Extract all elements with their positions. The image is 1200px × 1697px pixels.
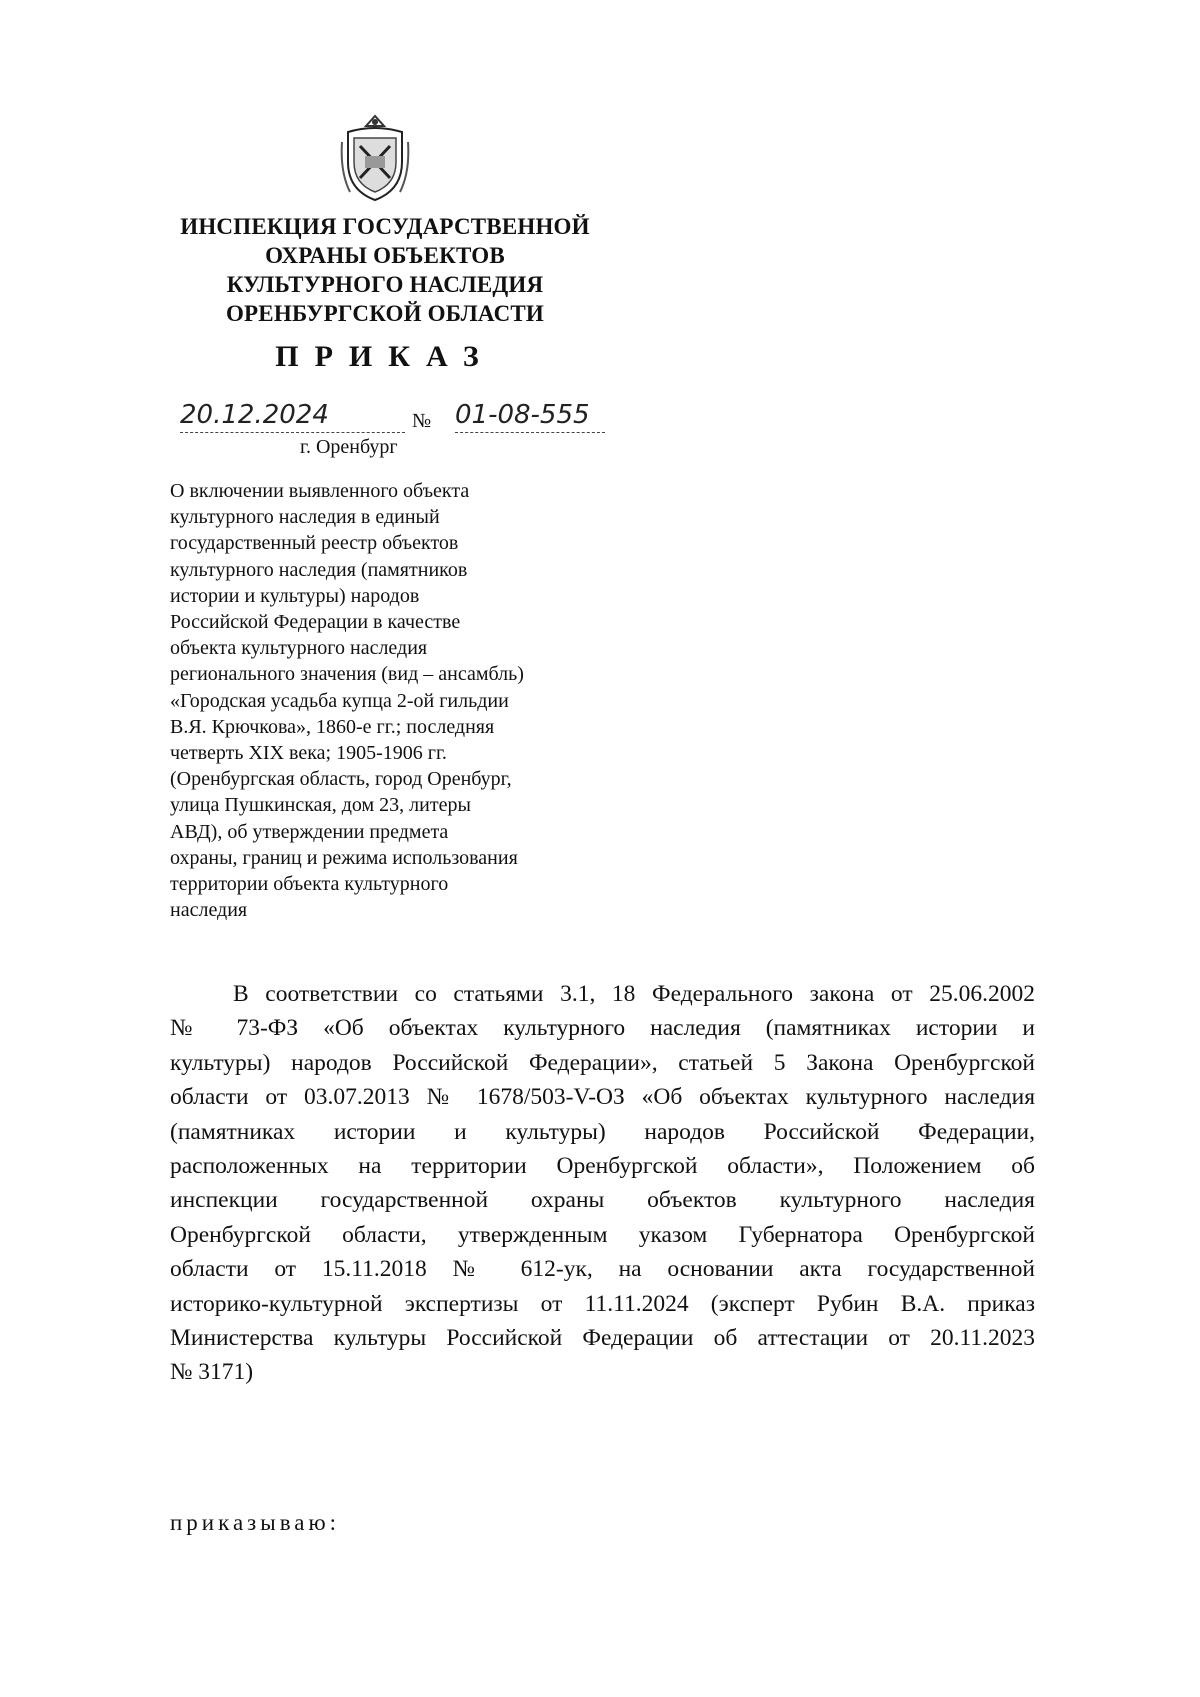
- org-line: ОХРАНЫ ОБЪЕКТОВ: [265, 243, 505, 268]
- preamble-paragraph: [170, 977, 1035, 1390]
- document-title: ПРИКАЗ: [275, 340, 495, 373]
- body-line: области от 03.07.2013 № 1678/503-V-ОЗ «Об объектах культурного наследия: [170, 1084, 1035, 1111]
- subject-line: В.Я. Крючкова», 1860-е гг.; последняя: [170, 715, 495, 738]
- subject-line: истории и культуры) народов: [170, 584, 420, 607]
- subject-line: охраны, границ и режима использования: [170, 846, 518, 869]
- body-line: культуры) народов Российской Федерации», статьей 5 Закона Оренбургской: [170, 1049, 1035, 1076]
- body-line: историко-культурной экспертизы от 11.11.2024 (эксперт Рубин В.А. приказ: [170, 1290, 1035, 1317]
- body-line: инспекции государственной охраны объектов культурного наследия: [170, 1187, 1035, 1214]
- body-line: № 3171): [170, 1359, 254, 1386]
- subject-line: (Оренбургская область, город Оренбург,: [170, 768, 512, 791]
- body-line: (памятниках истории и культуры) народов Российской Федерации,: [170, 1118, 1035, 1145]
- subject-line: территории объекта культурного: [170, 873, 449, 896]
- subject-line: О включении выявленного объекта: [170, 480, 470, 502]
- body-line: расположенных на территории Оренбургской области», Положением об: [170, 1153, 1035, 1180]
- org-line: ОРЕНБУРГСКОЙ ОБЛАСТИ: [225, 301, 545, 326]
- organization-name: [150, 212, 620, 328]
- body-line: Министерства культуры Российской Федерации об аттестации от 20.11.2023: [170, 1325, 1035, 1352]
- org-line: ИНСПЕКЦИЯ ГОСУДАРСТВЕННОЙ: [180, 214, 590, 239]
- body-line: области от 15.11.2018 № 612-ук, на основании акта государственной: [170, 1256, 1035, 1283]
- subject-line: четверть XIX века; 1905-1906 гг.: [170, 742, 447, 765]
- order-date: 20.12.2024: [180, 398, 405, 433]
- city: г. Оренбург: [300, 436, 398, 458]
- order-subject: [170, 478, 590, 923]
- subject-line: объекта культурного наследия: [170, 637, 428, 660]
- subject-line: регионального значения (вид – ансамбль): [170, 663, 524, 686]
- order-number: 01-08-555: [455, 398, 605, 433]
- subject-line: улица Пушкинская, дом 23, литеры: [170, 794, 471, 817]
- body-line: В соответствии со статьями 3.1, 18 Федерального закона от 25.06.2002: [233, 981, 1035, 1007]
- subject-line: культурного наследия в единый: [170, 506, 440, 529]
- number-sign: №: [412, 410, 432, 432]
- body-line: Оренбургской области, утвержденным указом Губернатора Оренбургской: [170, 1221, 1035, 1248]
- org-line: КУЛЬТУРНОГО НАСЛЕДИЯ: [226, 272, 544, 297]
- order-word: приказываю:: [170, 1510, 341, 1535]
- subject-line: АВД), об утверждении предмета: [170, 820, 449, 843]
- coat-of-arms-emblem: [340, 112, 410, 204]
- subject-line: «Городская усадьба купца 2-ой гильдии: [170, 689, 509, 712]
- subject-line: культурного наследия (памятников: [170, 558, 468, 581]
- subject-line: наследия: [170, 899, 248, 922]
- subject-line: государственный реестр объектов: [170, 532, 459, 555]
- subject-line: Российской Федерации в качестве: [170, 611, 461, 634]
- body-line: № 73-ФЗ «Об объектах культурного наследия (памятниках истории и: [170, 1015, 1035, 1042]
